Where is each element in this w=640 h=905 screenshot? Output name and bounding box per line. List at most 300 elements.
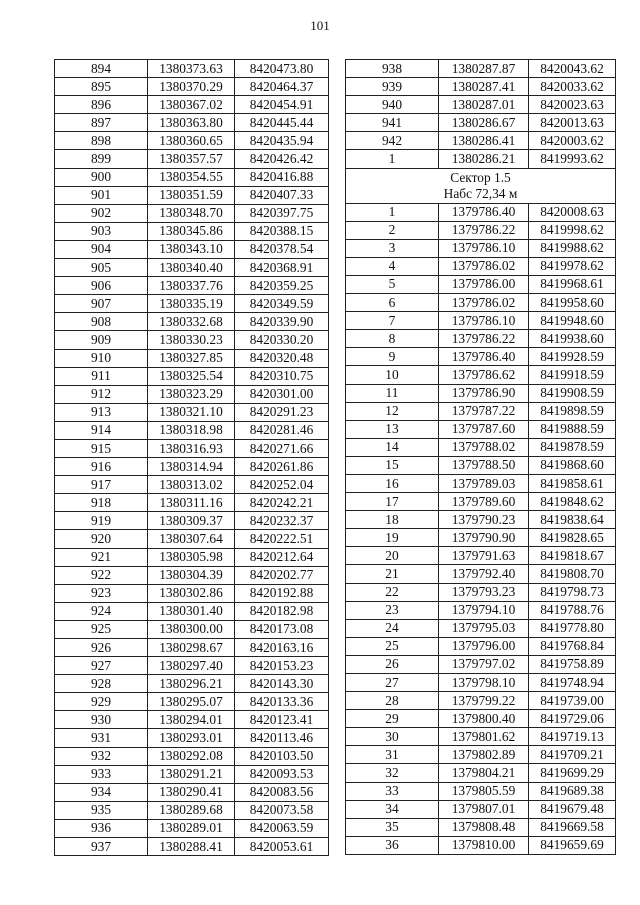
x-coordinate-cell: 1379786.22 bbox=[439, 221, 529, 239]
table-row bbox=[346, 150, 616, 168]
y-coordinate-cell: 8419938.60 bbox=[529, 330, 616, 348]
y-coordinate-cell: 8419659.69 bbox=[529, 836, 616, 854]
table-row bbox=[346, 547, 616, 565]
table-row bbox=[55, 114, 329, 132]
point-number-cell: 23 bbox=[346, 601, 439, 619]
x-coordinate-cell: 1379786.00 bbox=[439, 275, 529, 293]
point-number-cell: 27 bbox=[346, 674, 439, 692]
x-coordinate-cell: 1379787.60 bbox=[439, 420, 529, 438]
table-row bbox=[55, 458, 329, 476]
y-coordinate-cell: 8420008.63 bbox=[529, 203, 616, 221]
point-number-cell: 903 bbox=[55, 222, 148, 240]
point-number-cell: 937 bbox=[55, 838, 148, 856]
x-coordinate-cell: 1380373.63 bbox=[148, 60, 235, 78]
point-number-cell: 12 bbox=[346, 402, 439, 420]
table-row bbox=[55, 765, 329, 783]
y-coordinate-cell: 8420426.42 bbox=[235, 150, 329, 168]
table-row bbox=[55, 277, 329, 295]
point-number-cell: 905 bbox=[55, 259, 148, 277]
table-row bbox=[55, 259, 329, 277]
x-coordinate-cell: 1379790.90 bbox=[439, 529, 529, 547]
table-row bbox=[55, 530, 329, 548]
point-number-cell: 5 bbox=[346, 275, 439, 293]
point-number-cell: 897 bbox=[55, 114, 148, 132]
table-row bbox=[55, 367, 329, 385]
x-coordinate-cell: 1379786.22 bbox=[439, 330, 529, 348]
table-row bbox=[55, 78, 329, 96]
x-coordinate-cell: 1380289.68 bbox=[148, 801, 235, 819]
y-coordinate-cell: 8420464.37 bbox=[235, 78, 329, 96]
point-number-cell: 14 bbox=[346, 438, 439, 456]
x-coordinate-cell: 1379802.89 bbox=[439, 746, 529, 764]
table-row bbox=[55, 494, 329, 512]
y-coordinate-cell: 8420435.94 bbox=[235, 132, 329, 150]
point-number-cell: 899 bbox=[55, 150, 148, 168]
table-row bbox=[346, 746, 616, 764]
point-number-cell: 17 bbox=[346, 493, 439, 511]
sector-header-group bbox=[346, 168, 616, 203]
x-coordinate-cell: 1380337.76 bbox=[148, 277, 235, 295]
x-coordinate-cell: 1380286.21 bbox=[439, 150, 529, 168]
table-row bbox=[346, 529, 616, 547]
table-row bbox=[55, 385, 329, 403]
point-number-cell: 20 bbox=[346, 547, 439, 565]
point-number-cell: 16 bbox=[346, 474, 439, 492]
table-row bbox=[55, 150, 329, 168]
x-coordinate-cell: 1379796.00 bbox=[439, 637, 529, 655]
x-coordinate-cell: 1379807.01 bbox=[439, 800, 529, 818]
x-coordinate-cell: 1380340.40 bbox=[148, 259, 235, 277]
x-coordinate-cell: 1380301.40 bbox=[148, 602, 235, 620]
table-row bbox=[55, 295, 329, 313]
point-number-cell: 894 bbox=[55, 60, 148, 78]
y-coordinate-cell: 8419758.89 bbox=[529, 655, 616, 673]
point-number-cell: 912 bbox=[55, 385, 148, 403]
y-coordinate-cell: 8419808.70 bbox=[529, 565, 616, 583]
point-number-cell: 933 bbox=[55, 765, 148, 783]
point-number-cell: 19 bbox=[346, 529, 439, 547]
table-row bbox=[346, 60, 616, 78]
y-coordinate-cell: 8420192.88 bbox=[235, 584, 329, 602]
x-coordinate-cell: 1380305.98 bbox=[148, 548, 235, 566]
point-number-cell: 940 bbox=[346, 96, 439, 114]
y-coordinate-cell: 8419898.59 bbox=[529, 402, 616, 420]
y-coordinate-cell: 8420397.75 bbox=[235, 204, 329, 222]
point-number-cell: 25 bbox=[346, 637, 439, 655]
point-number-cell: 6 bbox=[346, 294, 439, 312]
x-coordinate-cell: 1380300.00 bbox=[148, 620, 235, 638]
x-coordinate-cell: 1380367.02 bbox=[148, 96, 235, 114]
point-number-cell: 30 bbox=[346, 728, 439, 746]
y-coordinate-cell: 8420310.75 bbox=[235, 367, 329, 385]
x-coordinate-cell: 1380348.70 bbox=[148, 204, 235, 222]
x-coordinate-cell: 1380293.01 bbox=[148, 729, 235, 747]
y-coordinate-cell: 8420023.63 bbox=[529, 96, 616, 114]
point-number-cell: 923 bbox=[55, 584, 148, 602]
y-coordinate-cell: 8420073.58 bbox=[235, 801, 329, 819]
table-row bbox=[346, 78, 616, 96]
y-coordinate-cell: 8419788.76 bbox=[529, 601, 616, 619]
y-coordinate-cell: 8420053.61 bbox=[235, 838, 329, 856]
x-coordinate-cell: 1380294.01 bbox=[148, 711, 235, 729]
table-row bbox=[55, 476, 329, 494]
point-number-cell: 929 bbox=[55, 693, 148, 711]
table-row bbox=[55, 240, 329, 258]
table-row bbox=[346, 239, 616, 257]
y-coordinate-cell: 8420291.23 bbox=[235, 403, 329, 421]
point-number-cell: 908 bbox=[55, 313, 148, 331]
table-row bbox=[346, 728, 616, 746]
x-coordinate-cell: 1380321.10 bbox=[148, 403, 235, 421]
table-right-body-bottom bbox=[346, 203, 616, 854]
point-number-cell: 26 bbox=[346, 655, 439, 673]
x-coordinate-cell: 1380370.29 bbox=[148, 78, 235, 96]
table-row bbox=[346, 294, 616, 312]
point-number-cell: 28 bbox=[346, 692, 439, 710]
x-coordinate-cell: 1380286.67 bbox=[439, 114, 529, 132]
point-number-cell: 34 bbox=[346, 800, 439, 818]
x-coordinate-cell: 1380287.87 bbox=[439, 60, 529, 78]
y-coordinate-cell: 8420320.48 bbox=[235, 349, 329, 367]
table-row bbox=[346, 114, 616, 132]
point-number-cell: 11 bbox=[346, 384, 439, 402]
table-row bbox=[346, 782, 616, 800]
table-row bbox=[346, 456, 616, 474]
table-row bbox=[346, 438, 616, 456]
y-coordinate-cell: 8420063.59 bbox=[235, 819, 329, 837]
table-row bbox=[55, 693, 329, 711]
point-number-cell: 902 bbox=[55, 204, 148, 222]
y-coordinate-cell: 8419968.61 bbox=[529, 275, 616, 293]
x-coordinate-cell: 1380286.41 bbox=[439, 132, 529, 150]
point-number-cell: 911 bbox=[55, 367, 148, 385]
point-number-cell: 919 bbox=[55, 512, 148, 530]
x-coordinate-cell: 1379786.40 bbox=[439, 348, 529, 366]
x-coordinate-cell: 1379790.23 bbox=[439, 511, 529, 529]
y-coordinate-cell: 8419928.59 bbox=[529, 348, 616, 366]
y-coordinate-cell: 8419978.62 bbox=[529, 257, 616, 275]
x-coordinate-cell: 1379791.63 bbox=[439, 547, 529, 565]
x-coordinate-cell: 1380304.39 bbox=[148, 566, 235, 584]
table-row bbox=[346, 348, 616, 366]
x-coordinate-cell: 1380343.10 bbox=[148, 240, 235, 258]
x-coordinate-cell: 1380327.85 bbox=[148, 349, 235, 367]
point-number-cell: 939 bbox=[346, 78, 439, 96]
y-coordinate-cell: 8419918.59 bbox=[529, 366, 616, 384]
x-coordinate-cell: 1380298.67 bbox=[148, 639, 235, 657]
y-coordinate-cell: 8420330.20 bbox=[235, 331, 329, 349]
y-coordinate-cell: 8419679.48 bbox=[529, 800, 616, 818]
y-coordinate-cell: 8419689.38 bbox=[529, 782, 616, 800]
y-coordinate-cell: 8419778.80 bbox=[529, 619, 616, 637]
sector-height: Набс 72,34 м bbox=[443, 185, 518, 201]
y-coordinate-cell: 8420202.77 bbox=[235, 566, 329, 584]
y-coordinate-cell: 8419669.58 bbox=[529, 818, 616, 836]
x-coordinate-cell: 1380309.37 bbox=[148, 512, 235, 530]
y-coordinate-cell: 8419719.13 bbox=[529, 728, 616, 746]
point-number-cell: 909 bbox=[55, 331, 148, 349]
x-coordinate-cell: 1379810.00 bbox=[439, 836, 529, 854]
x-coordinate-cell: 1380354.55 bbox=[148, 168, 235, 186]
table-row bbox=[55, 349, 329, 367]
x-coordinate-cell: 1380291.21 bbox=[148, 765, 235, 783]
table-row bbox=[55, 675, 329, 693]
y-coordinate-cell: 8420242.21 bbox=[235, 494, 329, 512]
x-coordinate-cell: 1380325.54 bbox=[148, 367, 235, 385]
y-coordinate-cell: 8420339.90 bbox=[235, 313, 329, 331]
x-coordinate-cell: 1380357.57 bbox=[148, 150, 235, 168]
y-coordinate-cell: 8420182.98 bbox=[235, 602, 329, 620]
x-coordinate-cell: 1380351.59 bbox=[148, 186, 235, 204]
y-coordinate-cell: 8419748.94 bbox=[529, 674, 616, 692]
y-coordinate-cell: 8419948.60 bbox=[529, 312, 616, 330]
y-coordinate-cell: 8420271.66 bbox=[235, 439, 329, 457]
y-coordinate-cell: 8420232.37 bbox=[235, 512, 329, 530]
point-number-cell: 24 bbox=[346, 619, 439, 637]
y-coordinate-cell: 8419858.61 bbox=[529, 474, 616, 492]
y-coordinate-cell: 8420093.53 bbox=[235, 765, 329, 783]
x-coordinate-cell: 1379786.40 bbox=[439, 203, 529, 221]
point-number-cell: 920 bbox=[55, 530, 148, 548]
x-coordinate-cell: 1380302.86 bbox=[148, 584, 235, 602]
x-coordinate-cell: 1380287.41 bbox=[439, 78, 529, 96]
table-row bbox=[55, 639, 329, 657]
y-coordinate-cell: 8420473.80 bbox=[235, 60, 329, 78]
point-number-cell: 898 bbox=[55, 132, 148, 150]
y-coordinate-cell: 8420153.23 bbox=[235, 657, 329, 675]
table-row bbox=[346, 312, 616, 330]
point-number-cell: 926 bbox=[55, 639, 148, 657]
table-row bbox=[55, 819, 329, 837]
y-coordinate-cell: 8419988.62 bbox=[529, 239, 616, 257]
sector-title: Сектор 1.5 bbox=[450, 169, 511, 185]
table-row bbox=[55, 566, 329, 584]
table-row bbox=[55, 132, 329, 150]
sector-header-row bbox=[346, 168, 616, 203]
table-row bbox=[346, 257, 616, 275]
x-coordinate-cell: 1380313.02 bbox=[148, 476, 235, 494]
x-coordinate-cell: 1380287.01 bbox=[439, 96, 529, 114]
y-coordinate-cell: 8420281.46 bbox=[235, 421, 329, 439]
x-coordinate-cell: 1380297.40 bbox=[148, 657, 235, 675]
x-coordinate-cell: 1380296.21 bbox=[148, 675, 235, 693]
table-row bbox=[346, 203, 616, 221]
table-row bbox=[55, 838, 329, 856]
x-coordinate-cell: 1379788.02 bbox=[439, 438, 529, 456]
y-coordinate-cell: 8419798.73 bbox=[529, 583, 616, 601]
y-coordinate-cell: 8420003.62 bbox=[529, 132, 616, 150]
point-number-cell: 914 bbox=[55, 421, 148, 439]
x-coordinate-cell: 1379786.02 bbox=[439, 294, 529, 312]
y-coordinate-cell: 8420378.54 bbox=[235, 240, 329, 258]
x-coordinate-cell: 1379786.10 bbox=[439, 239, 529, 257]
y-coordinate-cell: 8420252.04 bbox=[235, 476, 329, 494]
table-left-body bbox=[55, 60, 329, 856]
table-row bbox=[55, 186, 329, 204]
point-number-cell: 907 bbox=[55, 295, 148, 313]
coordinates-table-right bbox=[345, 59, 616, 855]
point-number-cell: 910 bbox=[55, 349, 148, 367]
y-coordinate-cell: 8420103.50 bbox=[235, 747, 329, 765]
point-number-cell: 9 bbox=[346, 348, 439, 366]
table-row bbox=[55, 783, 329, 801]
table-row bbox=[346, 818, 616, 836]
table-row bbox=[346, 565, 616, 583]
point-number-cell: 896 bbox=[55, 96, 148, 114]
table-row bbox=[55, 512, 329, 530]
y-coordinate-cell: 8419828.65 bbox=[529, 529, 616, 547]
table-row bbox=[346, 330, 616, 348]
table-row bbox=[55, 222, 329, 240]
x-coordinate-cell: 1380323.29 bbox=[148, 385, 235, 403]
x-coordinate-cell: 1380363.80 bbox=[148, 114, 235, 132]
x-coordinate-cell: 1379787.22 bbox=[439, 402, 529, 420]
x-coordinate-cell: 1380290.41 bbox=[148, 783, 235, 801]
point-number-cell: 942 bbox=[346, 132, 439, 150]
y-coordinate-cell: 8419958.60 bbox=[529, 294, 616, 312]
point-number-cell: 930 bbox=[55, 711, 148, 729]
y-coordinate-cell: 8419878.59 bbox=[529, 438, 616, 456]
y-coordinate-cell: 8420407.33 bbox=[235, 186, 329, 204]
y-coordinate-cell: 8420359.25 bbox=[235, 277, 329, 295]
table-row bbox=[346, 836, 616, 854]
point-number-cell: 936 bbox=[55, 819, 148, 837]
point-number-cell: 1 bbox=[346, 150, 439, 168]
table-row bbox=[346, 493, 616, 511]
point-number-cell: 915 bbox=[55, 439, 148, 457]
y-coordinate-cell: 8419699.29 bbox=[529, 764, 616, 782]
point-number-cell: 900 bbox=[55, 168, 148, 186]
y-coordinate-cell: 8420222.51 bbox=[235, 530, 329, 548]
x-coordinate-cell: 1380289.01 bbox=[148, 819, 235, 837]
point-number-cell: 895 bbox=[55, 78, 148, 96]
x-coordinate-cell: 1380316.93 bbox=[148, 439, 235, 457]
x-coordinate-cell: 1380311.16 bbox=[148, 494, 235, 512]
point-number-cell: 925 bbox=[55, 620, 148, 638]
y-coordinate-cell: 8420123.41 bbox=[235, 711, 329, 729]
table-row bbox=[346, 132, 616, 150]
y-coordinate-cell: 8420133.36 bbox=[235, 693, 329, 711]
sector-header-cell bbox=[346, 168, 616, 203]
point-number-cell: 33 bbox=[346, 782, 439, 800]
point-number-cell: 931 bbox=[55, 729, 148, 747]
table-row bbox=[346, 221, 616, 239]
page-number: 101 bbox=[310, 18, 330, 33]
table-row bbox=[346, 583, 616, 601]
table-row bbox=[346, 655, 616, 673]
y-coordinate-cell: 8420368.91 bbox=[235, 259, 329, 277]
point-number-cell: 932 bbox=[55, 747, 148, 765]
y-coordinate-cell: 8420388.15 bbox=[235, 222, 329, 240]
x-coordinate-cell: 1380288.41 bbox=[148, 838, 235, 856]
table-row bbox=[346, 420, 616, 438]
point-number-cell: 1 bbox=[346, 203, 439, 221]
table-row bbox=[55, 548, 329, 566]
table-right-body-top bbox=[346, 60, 616, 169]
point-number-cell: 906 bbox=[55, 277, 148, 295]
y-coordinate-cell: 8420163.16 bbox=[235, 639, 329, 657]
x-coordinate-cell: 1379792.40 bbox=[439, 565, 529, 583]
y-coordinate-cell: 8419818.67 bbox=[529, 547, 616, 565]
y-coordinate-cell: 8419729.06 bbox=[529, 710, 616, 728]
x-coordinate-cell: 1380330.23 bbox=[148, 331, 235, 349]
x-coordinate-cell: 1380332.68 bbox=[148, 313, 235, 331]
x-coordinate-cell: 1380345.86 bbox=[148, 222, 235, 240]
point-number-cell: 31 bbox=[346, 746, 439, 764]
point-number-cell: 928 bbox=[55, 675, 148, 693]
point-number-cell: 935 bbox=[55, 801, 148, 819]
x-coordinate-cell: 1379788.50 bbox=[439, 456, 529, 474]
table-row bbox=[55, 584, 329, 602]
x-coordinate-cell: 1380292.08 bbox=[148, 747, 235, 765]
x-coordinate-cell: 1379786.02 bbox=[439, 257, 529, 275]
table-row bbox=[55, 747, 329, 765]
point-number-cell: 4 bbox=[346, 257, 439, 275]
table-row bbox=[55, 60, 329, 78]
table-row bbox=[55, 421, 329, 439]
x-coordinate-cell: 1379786.62 bbox=[439, 366, 529, 384]
y-coordinate-cell: 8420083.56 bbox=[235, 783, 329, 801]
point-number-cell: 941 bbox=[346, 114, 439, 132]
table-row bbox=[346, 384, 616, 402]
point-number-cell: 35 bbox=[346, 818, 439, 836]
y-coordinate-cell: 8419998.62 bbox=[529, 221, 616, 239]
y-coordinate-cell: 8420212.64 bbox=[235, 548, 329, 566]
table-row bbox=[346, 692, 616, 710]
y-coordinate-cell: 8419838.64 bbox=[529, 511, 616, 529]
point-number-cell: 916 bbox=[55, 458, 148, 476]
table-row bbox=[346, 275, 616, 293]
table-row bbox=[346, 511, 616, 529]
table-row bbox=[55, 657, 329, 675]
table-row bbox=[346, 619, 616, 637]
point-number-cell: 8 bbox=[346, 330, 439, 348]
point-number-cell: 901 bbox=[55, 186, 148, 204]
x-coordinate-cell: 1379799.22 bbox=[439, 692, 529, 710]
coordinates-table-left bbox=[54, 59, 329, 856]
table-row bbox=[55, 620, 329, 638]
x-coordinate-cell: 1380314.94 bbox=[148, 458, 235, 476]
y-coordinate-cell: 8420033.62 bbox=[529, 78, 616, 96]
table-row bbox=[346, 366, 616, 384]
y-coordinate-cell: 8420349.59 bbox=[235, 295, 329, 313]
x-coordinate-cell: 1379797.02 bbox=[439, 655, 529, 673]
y-coordinate-cell: 8419993.62 bbox=[529, 150, 616, 168]
x-coordinate-cell: 1379808.48 bbox=[439, 818, 529, 836]
x-coordinate-cell: 1379804.21 bbox=[439, 764, 529, 782]
point-number-cell: 7 bbox=[346, 312, 439, 330]
y-coordinate-cell: 8419739.00 bbox=[529, 692, 616, 710]
table-row bbox=[55, 729, 329, 747]
table-row bbox=[346, 710, 616, 728]
point-number-cell: 36 bbox=[346, 836, 439, 854]
point-number-cell: 904 bbox=[55, 240, 148, 258]
point-number-cell: 917 bbox=[55, 476, 148, 494]
y-coordinate-cell: 8419709.21 bbox=[529, 746, 616, 764]
table-row bbox=[346, 601, 616, 619]
x-coordinate-cell: 1380295.07 bbox=[148, 693, 235, 711]
point-number-cell: 21 bbox=[346, 565, 439, 583]
table-row bbox=[55, 711, 329, 729]
point-number-cell: 924 bbox=[55, 602, 148, 620]
table-row bbox=[55, 331, 329, 349]
x-coordinate-cell: 1380335.19 bbox=[148, 295, 235, 313]
table-row bbox=[346, 800, 616, 818]
y-coordinate-cell: 8420445.44 bbox=[235, 114, 329, 132]
y-coordinate-cell: 8419888.59 bbox=[529, 420, 616, 438]
table-row bbox=[55, 313, 329, 331]
point-number-cell: 927 bbox=[55, 657, 148, 675]
